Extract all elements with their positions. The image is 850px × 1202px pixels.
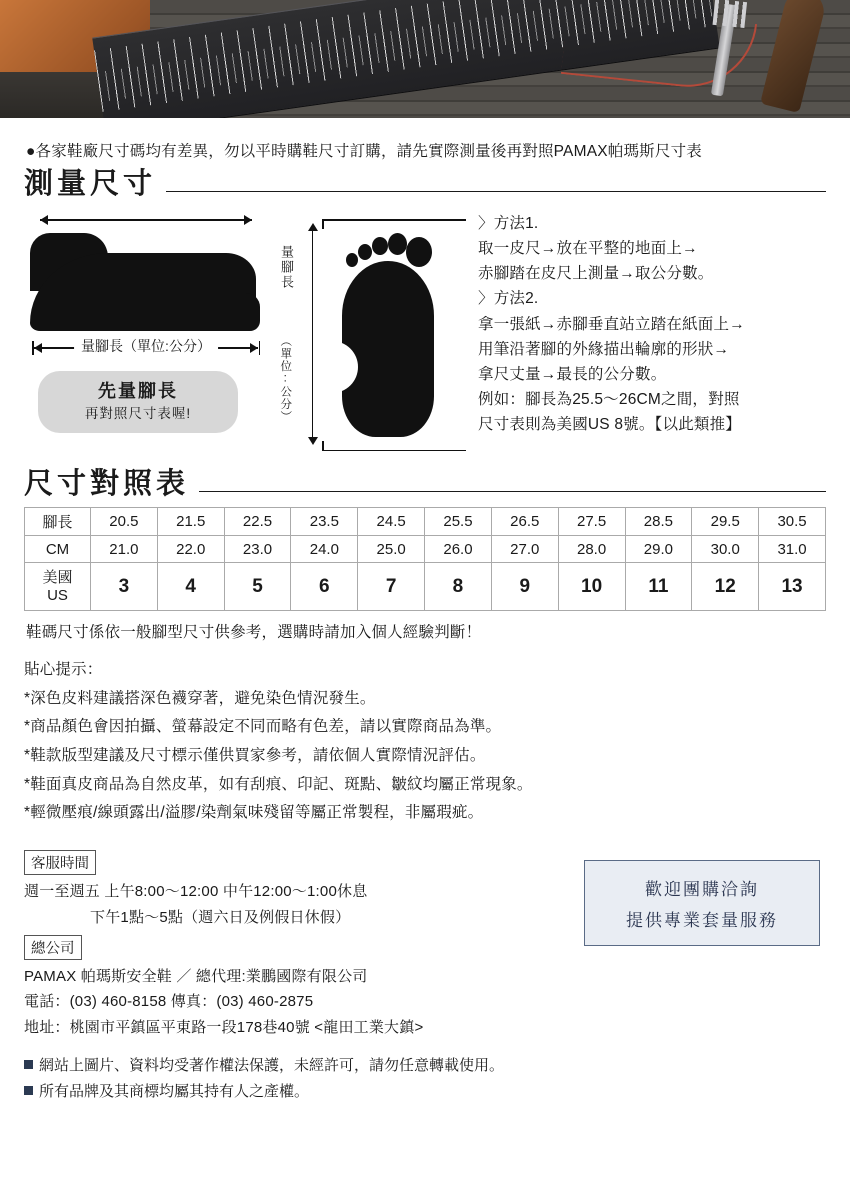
service-hours-tag: 客服時間 <box>24 850 96 875</box>
row-label-cm: CM <box>25 536 91 563</box>
cell-cm: 23.0 <box>224 536 291 563</box>
cell-foot: 28.5 <box>625 508 692 536</box>
cell-cm: 25.0 <box>358 536 425 563</box>
company-tag: 總公司 <box>24 935 82 960</box>
cell-foot: 22.5 <box>224 508 291 536</box>
cell-foot: 23.5 <box>291 508 358 536</box>
cell-us: 10 <box>558 563 625 611</box>
company-name-line: PAMAX 帕瑪斯安全鞋 ／ 總代理:業鵬國際有限公司 <box>24 967 368 985</box>
cell-foot: 20.5 <box>91 508 158 536</box>
tips-line: *鞋面真皮商品為自然皮革，如有刮痕、印記、斑點、皺紋均屬正常現象。 <box>24 775 533 793</box>
footprint-silhouette <box>332 231 452 443</box>
footprint-bottom-cap <box>322 450 466 452</box>
measure-section <box>24 211 826 455</box>
company-info <box>24 964 826 1041</box>
tips-line: *深色皮料建議搭深色襪穿著，避免染色情況發生。 <box>24 689 376 707</box>
foot-length-label: 量腳長（單位:公分） <box>74 336 218 356</box>
rights-line: 網站上圖片、資料均受著作權法保護，未經許可，請勿任意轉載使用。 <box>24 1053 826 1079</box>
cell-us: 4 <box>157 563 224 611</box>
cell-foot: 30.5 <box>759 508 826 536</box>
table-row <box>25 563 826 611</box>
tips-line: *輕微壓痕/線頭露出/溢膠/染劑氣味殘留等屬正常製程，非屬瑕疵。 <box>24 804 484 822</box>
rights-line: 所有品牌及其商標均屬其持有人之產權。 <box>24 1079 826 1105</box>
row-label-foot: 腳長 <box>25 508 91 536</box>
instruction-line: 用筆沿著腳的外緣描出輪廓的形狀→ <box>478 340 730 358</box>
footer-section <box>24 850 826 1104</box>
cell-cm: 28.0 <box>558 536 625 563</box>
top-notice: ●各家鞋廠尺寸碼均有差異，勿以平時購鞋尺寸訂購，請先實際測量後再對照PAMAX帕瑪斯尺寸表 <box>26 143 702 160</box>
tips-line: *商品顏色會因拍攝、螢幕設定不同而略有色差，請以實際商品為準。 <box>24 718 502 736</box>
company-phone-line: 電話：(03) 460-8158 傳真：(03) 460-2875 <box>24 993 314 1011</box>
size-section-title: 尺寸對照表 <box>24 468 190 501</box>
measure-section-header <box>24 169 826 201</box>
side-foot-panel <box>24 211 276 455</box>
cell-cm: 22.0 <box>157 536 224 563</box>
company-address-line: 地址：桃園市平鎮區平東路一段178巷40號 <龍田工業大鎮> <box>24 1019 424 1037</box>
promo-line1: 歡迎團購洽詢 <box>645 880 759 900</box>
cell-us: 7 <box>358 563 425 611</box>
cell-us: 8 <box>425 563 492 611</box>
cell-foot: 24.5 <box>358 508 425 536</box>
measure-instructions <box>466 211 826 455</box>
cell-foot: 26.5 <box>491 508 558 536</box>
tips-section <box>24 656 826 828</box>
table-row <box>25 536 826 563</box>
promo-line2: 提供專業套量服務 <box>626 911 778 931</box>
size-table <box>24 507 826 611</box>
cell-us: 3 <box>91 563 158 611</box>
footprint-top-cap <box>322 219 466 221</box>
instruction-line: 拿尺丈量→最長的公分數。 <box>478 365 667 383</box>
cell-cm: 29.0 <box>625 536 692 563</box>
service-hours-line1: 週一至週五 上午8:00～12:00 中午12:00～1:00休息 <box>24 883 368 901</box>
cell-cm: 31.0 <box>759 536 826 563</box>
service-hours-line2: 下午1點～5點（週六日及例假日休假） <box>90 908 351 926</box>
group-buy-promo-box <box>584 860 820 946</box>
instruction-line: 取一皮尺→放在平整的地面上→ <box>478 240 698 258</box>
rights-notice <box>24 1053 826 1104</box>
header-rule <box>166 191 826 192</box>
foot-length-arrow <box>28 339 264 357</box>
instruction-line: 赤腳踏在皮尺上測量→取公分數。 <box>478 265 714 283</box>
cell-foot: 27.5 <box>558 508 625 536</box>
cell-cm: 21.0 <box>91 536 158 563</box>
measure-section-title: 測量尺寸 <box>24 168 157 201</box>
bullet-square-icon <box>24 1060 33 1069</box>
tips-line: *鞋款版型建議及尺寸標示僅供買家參考，請依個人實際情況評估。 <box>24 747 486 765</box>
instruction-line: 〉方法1. <box>478 215 539 233</box>
size-chart <box>24 507 826 611</box>
instruction-line: 〉方法2. <box>478 290 539 308</box>
measure-tip-line2: 再對照尺寸表喔! <box>84 406 192 422</box>
table-row <box>25 508 826 536</box>
vertical-unit-label: （單位:公分） <box>279 335 292 424</box>
instruction-line: 尺寸表則為美國US 8號。【以此類推】 <box>478 416 742 434</box>
instruction-line: 拿一張紙→赤腳垂直站立踏在紙面上→ <box>478 315 745 333</box>
foot-top-arrow <box>36 211 256 227</box>
cell-cm: 24.0 <box>291 536 358 563</box>
cell-us: 5 <box>224 563 291 611</box>
row-label-us: 美國 US <box>25 563 91 611</box>
footprint-vertical-arrow <box>306 223 320 445</box>
size-section-header <box>24 469 826 501</box>
cell-foot: 21.5 <box>157 508 224 536</box>
cell-us: 9 <box>491 563 558 611</box>
header-photo-banner <box>0 0 850 118</box>
cell-foot: 25.5 <box>425 508 492 536</box>
page-content <box>0 118 850 1104</box>
tips-title: 貼心提示： <box>24 661 103 679</box>
cell-us: 6 <box>291 563 358 611</box>
cell-cm: 27.0 <box>491 536 558 563</box>
cell-cm: 26.0 <box>425 536 492 563</box>
size-table-note: 鞋碼尺寸係依一般腳型尺寸供參考，選購時請加入個人經驗判斷！ <box>26 624 482 642</box>
cell-us: 13 <box>759 563 826 611</box>
cell-cm: 30.0 <box>692 536 759 563</box>
header-rule <box>199 491 826 492</box>
vertical-measure-label: 量腳長 <box>278 245 294 291</box>
cell-us: 12 <box>692 563 759 611</box>
bullet-square-icon <box>24 1086 33 1095</box>
cell-foot: 29.5 <box>692 508 759 536</box>
measure-tip-box <box>38 371 238 433</box>
measure-tip-line1: 先量腳長 <box>98 381 178 402</box>
foot-side-silhouette <box>30 233 260 331</box>
cell-us: 11 <box>625 563 692 611</box>
footprint-diagram <box>276 215 466 455</box>
instruction-line: 例如：腳長為25.5～26CM之間，對照 <box>478 390 740 408</box>
footprint-panel <box>276 211 466 455</box>
